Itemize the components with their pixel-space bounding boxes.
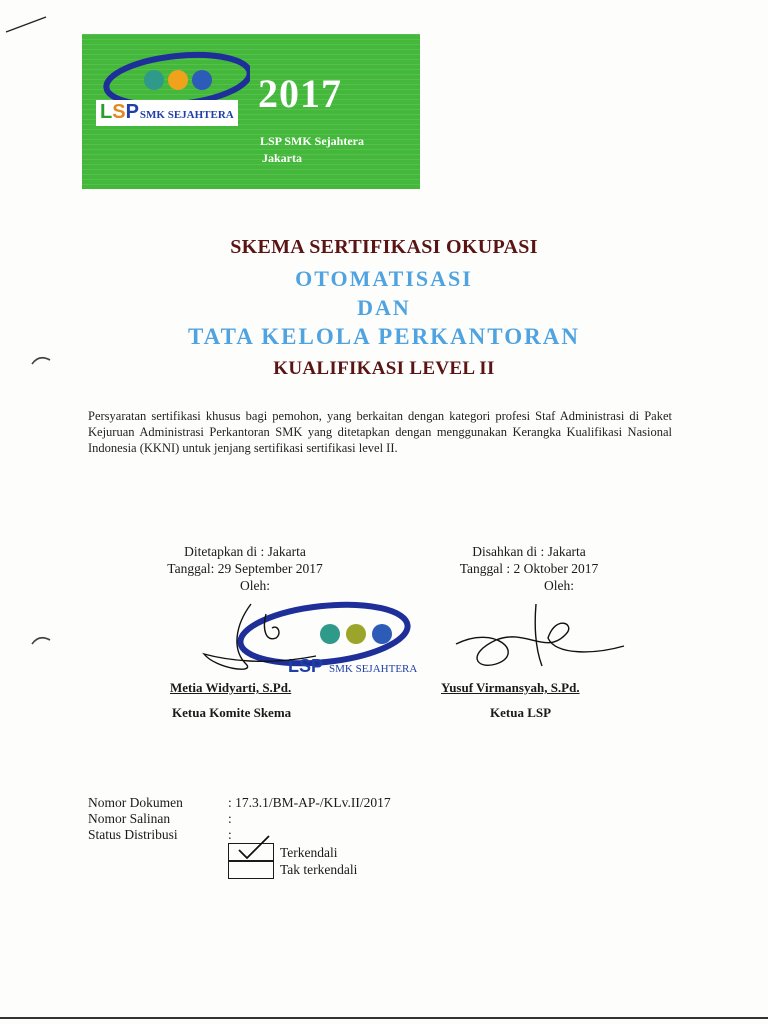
left-set-at: Ditetapkan di : Jakarta [184, 544, 306, 559]
distribution-status-value: : [228, 827, 232, 842]
lsp-letters: LSP [100, 101, 139, 123]
page-bottom-rule [0, 1017, 768, 1019]
right-signature-header [444, 543, 614, 594]
stamp-name-text: SMK SEJAHTERA [329, 663, 418, 675]
title-scheme: SKEMA SERTIFIKASI OKUPASI [230, 236, 538, 258]
right-set-at: Disahkan di : Jakarta [472, 544, 586, 559]
distribution-status-label: Status Distribusi [88, 827, 178, 842]
scan-pen-stroke [4, 14, 48, 36]
title-dan: DAN [357, 295, 411, 320]
doc-number-value: : 17.3.1/BM-AP-/KLv.II/2017 [228, 795, 391, 810]
checkbox-terkendali[interactable] [228, 843, 274, 861]
checkmark-icon [235, 834, 275, 860]
banner-year: 2017 [258, 71, 342, 116]
checkbox-tak-terkendali[interactable] [228, 861, 274, 879]
stamp-lsp-text: LSP [288, 656, 324, 676]
copy-number-label: Nomor Salinan [88, 811, 171, 826]
logo-circle-knowledge [144, 70, 164, 90]
lsp-wordmark [96, 100, 238, 126]
lsp-logo [90, 42, 250, 122]
header-banner [82, 34, 420, 189]
title-otomatisasi: OTOMATISASI [295, 266, 473, 291]
right-signer-role: Ketua LSP [490, 705, 552, 720]
logo-circle-attitude [192, 70, 212, 90]
doc-number-label: Nomor Dokumen [88, 795, 183, 810]
logo-circle-skill [168, 70, 188, 90]
description-paragraph: Persyaratan sertifikasi khusus bagi pemohon, yang berkaitan dengan kategori profesi Staf Administrasi di Paket Kejuruan Administrasi Perkantoran SMK yang ditetapkan dengan menggunakan Kerangka Kualifikasi Nasional Indonesia (KKNI) untuk jenjang sertifikasi sertifikasi level II. [88, 409, 672, 455]
lsp-name: SMK SEJAHTERA [139, 109, 234, 121]
right-signer-name: Yusuf Virmansyah, S.Pd. [441, 680, 580, 695]
left-signer-name: Metia Widyarti, S.Pd. [170, 680, 292, 695]
option-tak-terkendali: Tak terkendali [280, 862, 358, 877]
left-signature-header [150, 543, 340, 594]
option-terkendali: Terkendali [280, 845, 338, 860]
right-by: Oleh: [544, 578, 574, 593]
logo-swoosh-icon [90, 42, 250, 102]
stamp-and-signatures [196, 594, 636, 684]
banner-city: Jakarta [262, 151, 302, 165]
title-tata-kelola: TATA KELOLA PERKANTORAN [188, 324, 580, 349]
hole-punch-mark-bottom [30, 632, 52, 648]
left-by: Oleh: [240, 578, 270, 593]
left-date: Tanggal: 29 September 2017 [167, 561, 323, 576]
left-signer-role: Ketua Komite Skema [172, 705, 292, 720]
banner-organization: LSP SMK Sejahtera [260, 134, 364, 148]
right-date: Tanggal : 2 Oktober 2017 [459, 561, 599, 576]
right-signature-scribble [456, 604, 624, 666]
official-stamp-logo [238, 597, 418, 676]
title-level: KUALIFIKASI LEVEL II [273, 358, 495, 379]
copy-number-value: : [228, 811, 232, 826]
